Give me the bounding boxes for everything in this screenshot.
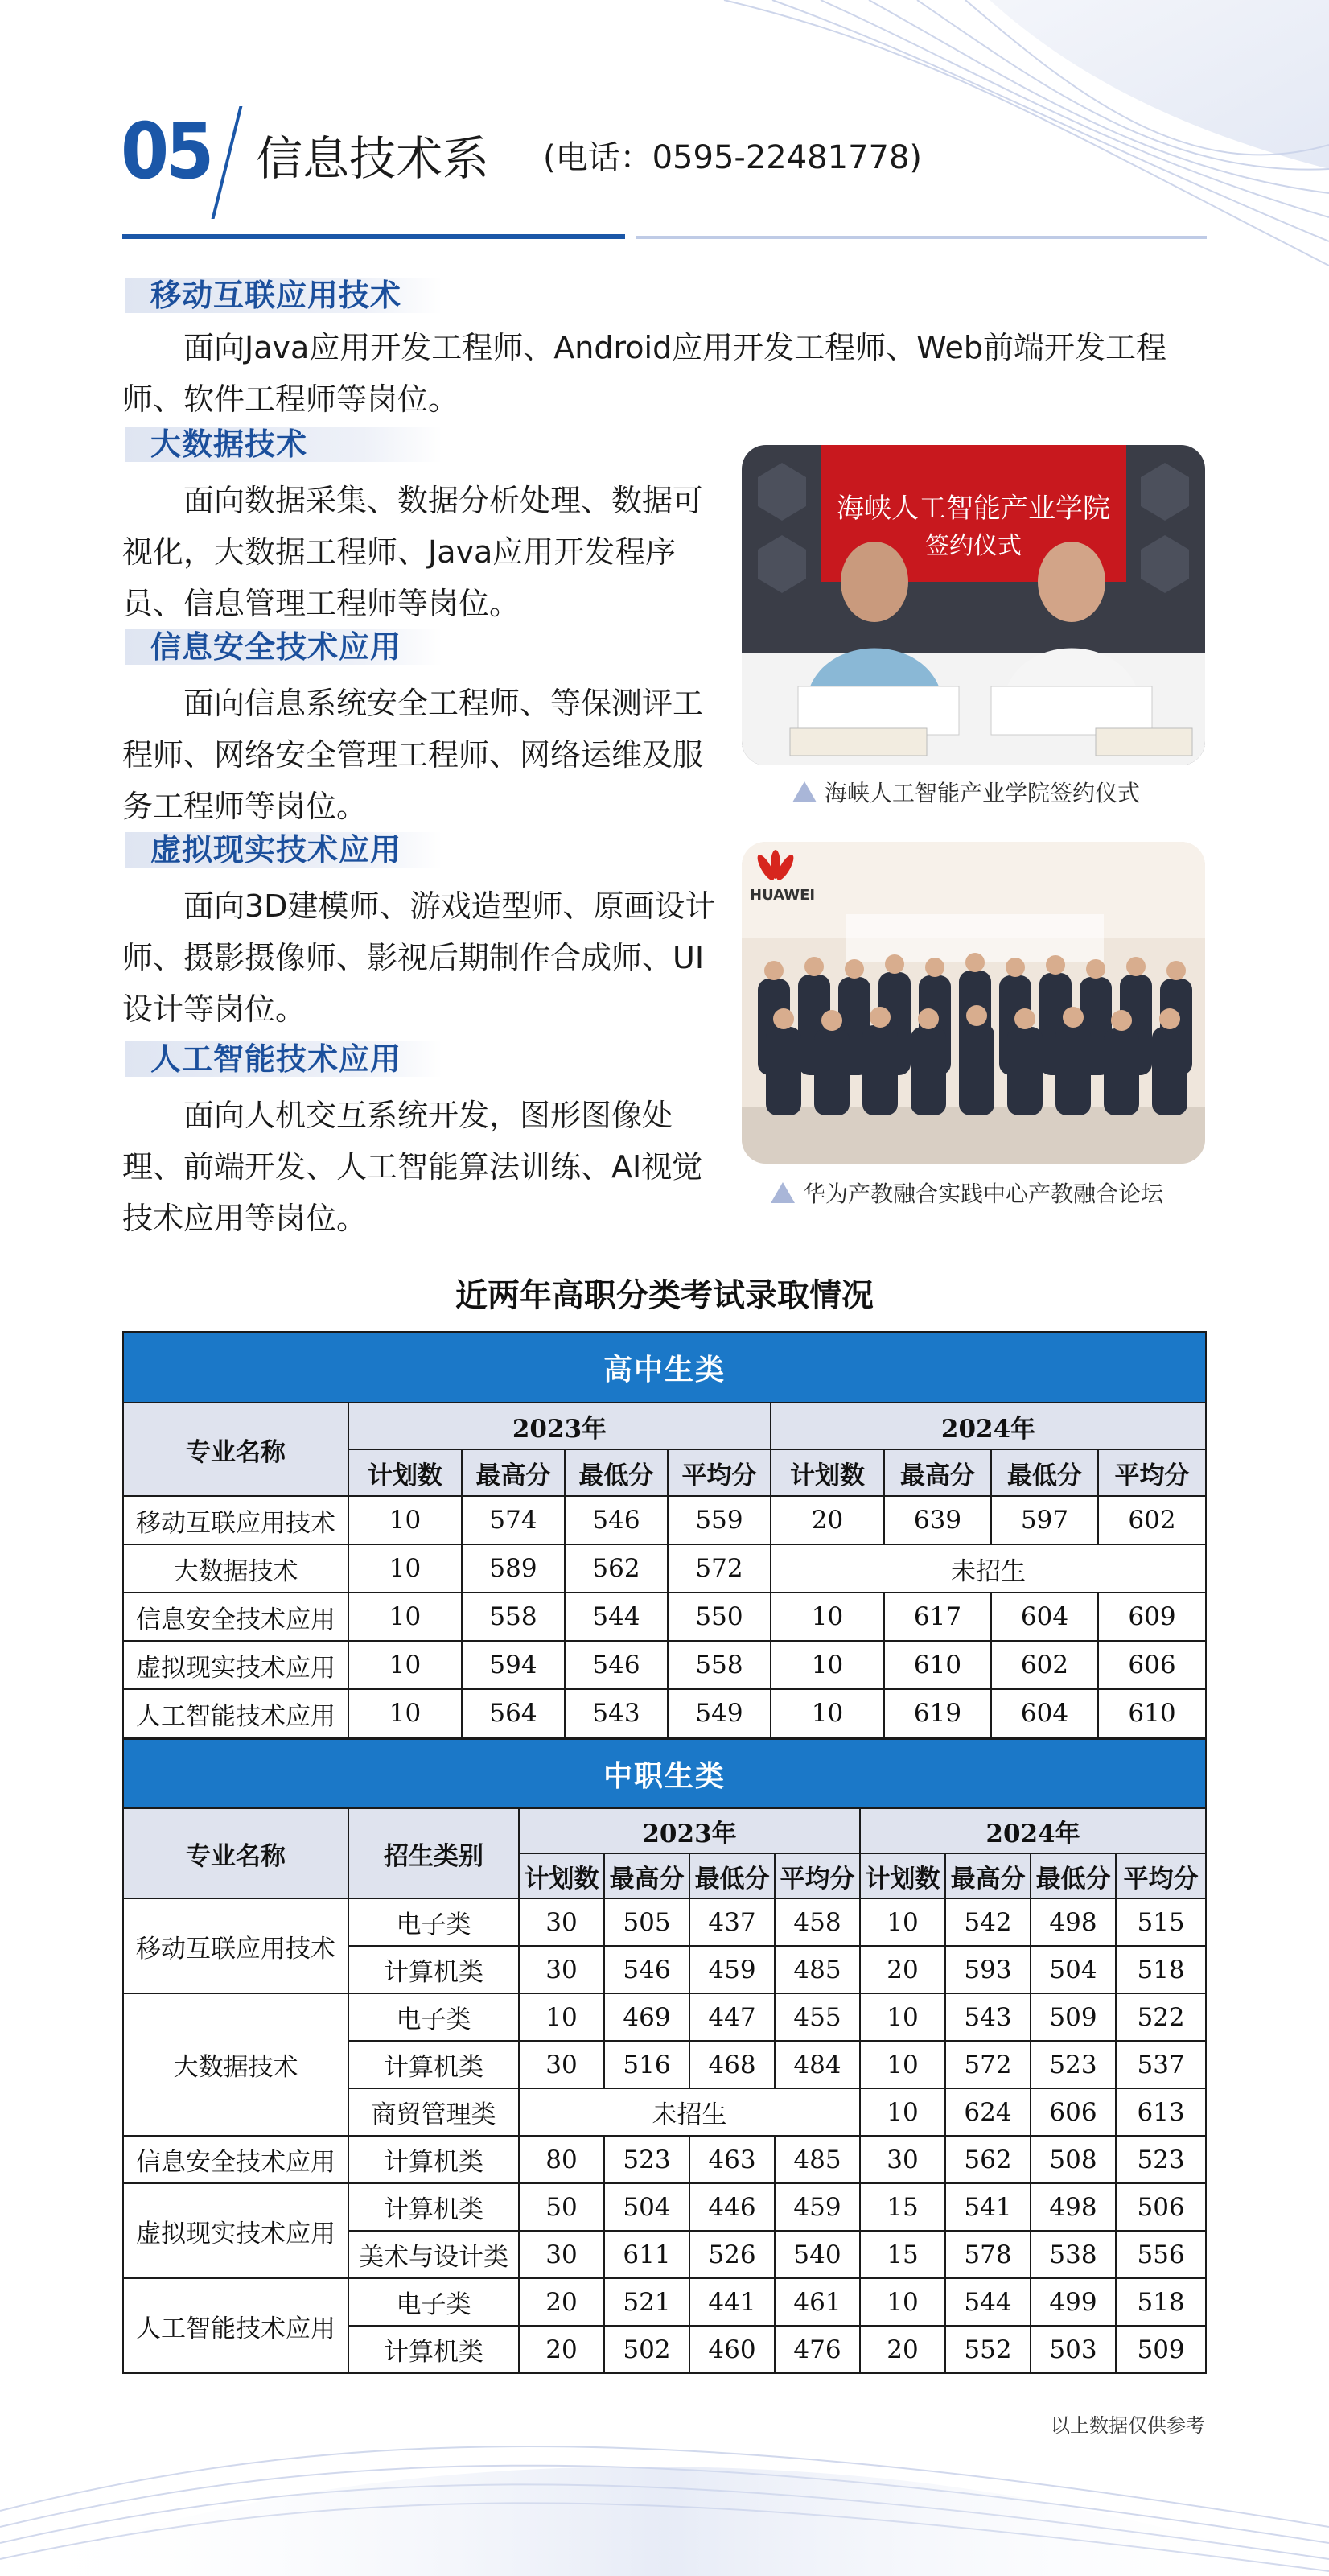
major-description: 面向3D建模师、游戏造型师、原画设计师、摄影摄像师、影视后期制作合成师、UI设计等岗位。 bbox=[122, 888, 716, 1027]
table-band-header: 高中生类 bbox=[123, 1332, 1206, 1403]
cell-value: 447 bbox=[689, 1993, 775, 2041]
cell-value: 10 bbox=[348, 1641, 462, 1689]
cell-value: 458 bbox=[775, 1898, 860, 1946]
cell-value: 540 bbox=[775, 2231, 860, 2278]
cell-value: 15 bbox=[860, 2183, 945, 2231]
cell-value: 20 bbox=[519, 2278, 604, 2326]
cell-category: 计算机类 bbox=[348, 1946, 519, 1993]
cell-value: 611 bbox=[604, 2231, 689, 2278]
major-heading: 人工智能技术应用 bbox=[125, 1041, 442, 1077]
cell-major: 大数据技术 bbox=[123, 1993, 348, 2136]
cell-value: 538 bbox=[1031, 2231, 1116, 2278]
cell-value: 572 bbox=[668, 1544, 771, 1593]
col-header-avg: 平均分 bbox=[668, 1449, 771, 1496]
cell-value: 10 bbox=[771, 1641, 884, 1689]
col-header-avg: 平均分 bbox=[1098, 1449, 1206, 1496]
cell-value: 522 bbox=[1116, 1993, 1206, 2041]
cell-value: 20 bbox=[519, 2326, 604, 2373]
cell-value: 562 bbox=[945, 2136, 1031, 2183]
cell-value: 20 bbox=[771, 1496, 884, 1544]
cell-value: 10 bbox=[860, 2278, 945, 2326]
cell-value: 499 bbox=[1031, 2278, 1116, 2326]
cell-value: 546 bbox=[604, 1946, 689, 1993]
cell-value: 469 bbox=[604, 1993, 689, 2041]
cell-value: 498 bbox=[1031, 1898, 1116, 1946]
col-header-plan: 计划数 bbox=[860, 1853, 945, 1898]
major-description: 面向人机交互系统开发，图形图像处理、前端开发、人工智能算法训练、AI视觉技术应用等岗位。 bbox=[122, 1098, 703, 1236]
cell-value: 518 bbox=[1116, 2278, 1206, 2326]
cell-value: 541 bbox=[945, 2183, 1031, 2231]
cell-value: 624 bbox=[945, 2088, 1031, 2136]
major-heading: 虚拟现实技术应用 bbox=[125, 832, 442, 868]
cell-value: 10 bbox=[860, 2041, 945, 2088]
cell-category: 商贸管理类 bbox=[348, 2088, 519, 2136]
cell-value: 10 bbox=[860, 1993, 945, 2041]
col-header-min: 最低分 bbox=[991, 1449, 1098, 1496]
cell-value: 509 bbox=[1116, 2326, 1206, 2373]
cell-value: 617 bbox=[884, 1593, 991, 1641]
cell-value: 506 bbox=[1116, 2183, 1206, 2231]
cell-value: 606 bbox=[1031, 2088, 1116, 2136]
table-row bbox=[123, 1496, 1206, 1544]
col-header-year: 2024年 bbox=[860, 1808, 1206, 1853]
cell-value: 455 bbox=[775, 1993, 860, 2041]
cell-value: 30 bbox=[519, 2231, 604, 2278]
cell-value: 606 bbox=[1098, 1641, 1206, 1689]
triangle-icon bbox=[792, 781, 817, 802]
table-row bbox=[123, 2278, 1206, 2326]
cell-value: 461 bbox=[775, 2278, 860, 2326]
col-header-max: 最高分 bbox=[945, 1853, 1031, 1898]
section-number: 05 bbox=[121, 106, 212, 196]
cell-value: 10 bbox=[348, 1593, 462, 1641]
cell-value: 502 bbox=[604, 2326, 689, 2373]
cell-value: 559 bbox=[668, 1496, 771, 1544]
cell-value: 50 bbox=[519, 2183, 604, 2231]
cell-not-enrolled: 未招生 bbox=[771, 1544, 1206, 1593]
header-rule-light bbox=[636, 236, 1207, 239]
cell-value: 498 bbox=[1031, 2183, 1116, 2231]
col-header-avg: 平均分 bbox=[1116, 1853, 1206, 1898]
col-header-major: 专业名称 bbox=[123, 1403, 348, 1496]
cell-value: 597 bbox=[991, 1496, 1098, 1544]
data-footnote: 以上数据仅供参考 bbox=[1051, 2414, 1205, 2437]
cell-value: 526 bbox=[689, 2231, 775, 2278]
cell-value: 639 bbox=[884, 1496, 991, 1544]
cell-value: 30 bbox=[519, 1898, 604, 1946]
cell-value: 30 bbox=[519, 1946, 604, 1993]
cell-major: 信息安全技术应用 bbox=[123, 1593, 348, 1641]
table-row bbox=[123, 2136, 1206, 2183]
cell-value: 523 bbox=[1116, 2136, 1206, 2183]
cell-category: 计算机类 bbox=[348, 2183, 519, 2231]
cell-value: 508 bbox=[1031, 2136, 1116, 2183]
major-description: 面向数据采集、数据分析处理、数据可视化，大数据工程师、Java应用开发程序员、信息管理工程师等岗位。 bbox=[122, 483, 704, 621]
cell-value: 523 bbox=[604, 2136, 689, 2183]
cell-value: 537 bbox=[1116, 2041, 1206, 2088]
triangle-icon bbox=[771, 1182, 795, 1203]
cell-value: 504 bbox=[1031, 1946, 1116, 1993]
cell-value: 562 bbox=[565, 1544, 668, 1593]
col-header-year: 2023年 bbox=[348, 1403, 771, 1449]
cell-value: 459 bbox=[689, 1946, 775, 1993]
table-row bbox=[123, 1993, 1206, 2041]
cell-category: 电子类 bbox=[348, 1993, 519, 2041]
cell-value: 604 bbox=[991, 1593, 1098, 1641]
cell-major: 人工智能技术应用 bbox=[123, 2278, 348, 2373]
high-school-admission-table bbox=[122, 1331, 1207, 1738]
col-header-plan: 计划数 bbox=[519, 1853, 604, 1898]
cell-value: 516 bbox=[604, 2041, 689, 2088]
cell-value: 518 bbox=[1116, 1946, 1206, 1993]
col-header-max: 最高分 bbox=[604, 1853, 689, 1898]
table-row bbox=[123, 1544, 1206, 1593]
cell-value: 546 bbox=[565, 1641, 668, 1689]
col-header-avg: 平均分 bbox=[775, 1853, 860, 1898]
major-heading: 移动互联应用技术 bbox=[125, 278, 442, 313]
cell-value: 30 bbox=[519, 2041, 604, 2088]
cell-category: 计算机类 bbox=[348, 2136, 519, 2183]
cell-value: 468 bbox=[689, 2041, 775, 2088]
cell-value: 523 bbox=[1031, 2041, 1116, 2088]
cell-value: 549 bbox=[668, 1689, 771, 1737]
table-band-header: 中职生类 bbox=[123, 1739, 1206, 1808]
cell-value: 604 bbox=[991, 1689, 1098, 1737]
cell-category: 电子类 bbox=[348, 2278, 519, 2326]
cell-value: 484 bbox=[775, 2041, 860, 2088]
cell-major: 虚拟现实技术应用 bbox=[123, 1641, 348, 1689]
cell-value: 10 bbox=[860, 1898, 945, 1946]
cell-value: 552 bbox=[945, 2326, 1031, 2373]
cell-value: 15 bbox=[860, 2231, 945, 2278]
col-header-year: 2024年 bbox=[771, 1403, 1206, 1449]
cell-value: 10 bbox=[519, 1993, 604, 2041]
cell-major: 移动互联应用技术 bbox=[123, 1898, 348, 1993]
cell-value: 509 bbox=[1031, 1993, 1116, 2041]
cell-value: 550 bbox=[668, 1593, 771, 1641]
table-row bbox=[123, 1641, 1206, 1689]
cell-category: 计算机类 bbox=[348, 2041, 519, 2088]
col-header-min: 最低分 bbox=[565, 1449, 668, 1496]
cell-value: 521 bbox=[604, 2278, 689, 2326]
photo-caption: 海峡人工智能产业学院签约仪式 bbox=[792, 777, 1140, 810]
cell-value: 593 bbox=[945, 1946, 1031, 1993]
huawei-logo-text: HUAWEI bbox=[750, 887, 816, 904]
col-header-year: 2023年 bbox=[519, 1808, 860, 1853]
col-header-max: 最高分 bbox=[462, 1449, 565, 1496]
cell-value: 485 bbox=[775, 2136, 860, 2183]
cell-major: 移动互联应用技术 bbox=[123, 1496, 348, 1544]
cell-major: 人工智能技术应用 bbox=[123, 1689, 348, 1737]
major-description: 面向信息系统安全工程师、等保测评工程师、网络安全管理工程师、网络运维及服务工程师等岗位。 bbox=[122, 686, 704, 824]
cell-value: 609 bbox=[1098, 1593, 1206, 1641]
cell-major: 信息安全技术应用 bbox=[123, 2136, 348, 2183]
cell-value: 463 bbox=[689, 2136, 775, 2183]
signing-ceremony-photo bbox=[742, 445, 1205, 765]
col-header-min: 最低分 bbox=[689, 1853, 775, 1898]
cell-value: 574 bbox=[462, 1496, 565, 1544]
cell-value: 10 bbox=[771, 1689, 884, 1737]
col-header-plan: 计划数 bbox=[348, 1449, 462, 1496]
col-header-min: 最低分 bbox=[1031, 1853, 1116, 1898]
cell-value: 460 bbox=[689, 2326, 775, 2373]
cell-value: 602 bbox=[1098, 1496, 1206, 1544]
photo-caption: 华为产教融合实践中心产教融合论坛 bbox=[771, 1178, 1163, 1210]
cell-value: 10 bbox=[348, 1496, 462, 1544]
table-row bbox=[123, 1898, 1206, 1946]
cell-value: 619 bbox=[884, 1689, 991, 1737]
cell-value: 476 bbox=[775, 2326, 860, 2373]
cell-value: 441 bbox=[689, 2278, 775, 2326]
ceremony-banner-subtext: 签约仪式 bbox=[925, 532, 1022, 560]
cell-value: 558 bbox=[462, 1593, 565, 1641]
cell-value: 543 bbox=[945, 1993, 1031, 2041]
cell-value: 10 bbox=[771, 1593, 884, 1641]
cell-value: 10 bbox=[860, 2088, 945, 2136]
cell-major: 大数据技术 bbox=[123, 1544, 348, 1593]
cell-value: 610 bbox=[884, 1641, 991, 1689]
cell-value: 30 bbox=[860, 2136, 945, 2183]
cell-major: 虚拟现实技术应用 bbox=[123, 2183, 348, 2278]
cell-value: 459 bbox=[775, 2183, 860, 2231]
major-description: 面向Java应用开发工程师、Android应用开发工程师、Web前端开发工程师、软件工程师等岗位。 bbox=[122, 330, 1167, 417]
cell-value: 20 bbox=[860, 2326, 945, 2373]
department-phone: (电话：0595-22481778) bbox=[543, 139, 923, 176]
cell-value: 556 bbox=[1116, 2231, 1206, 2278]
table-row bbox=[123, 1689, 1206, 1737]
cell-value: 505 bbox=[604, 1898, 689, 1946]
cell-value: 503 bbox=[1031, 2326, 1116, 2373]
cell-value: 437 bbox=[689, 1898, 775, 1946]
cell-value: 20 bbox=[860, 1946, 945, 1993]
cell-value: 564 bbox=[462, 1689, 565, 1737]
department-title: 信息技术系 bbox=[256, 131, 490, 186]
cell-value: 80 bbox=[519, 2136, 604, 2183]
col-header-max: 最高分 bbox=[884, 1449, 991, 1496]
cell-value: 613 bbox=[1116, 2088, 1206, 2136]
cell-value: 543 bbox=[565, 1689, 668, 1737]
cell-value: 515 bbox=[1116, 1898, 1206, 1946]
cell-not-enrolled: 未招生 bbox=[519, 2088, 860, 2136]
cell-value: 594 bbox=[462, 1641, 565, 1689]
cell-value: 10 bbox=[348, 1544, 462, 1593]
cell-value: 578 bbox=[945, 2231, 1031, 2278]
col-header-plan: 计划数 bbox=[771, 1449, 884, 1496]
cell-category: 美术与设计类 bbox=[348, 2231, 519, 2278]
cell-value: 610 bbox=[1098, 1689, 1206, 1737]
cell-category: 计算机类 bbox=[348, 2326, 519, 2373]
vocational-admission-table bbox=[122, 1738, 1207, 2374]
cell-value: 602 bbox=[991, 1641, 1098, 1689]
table-row bbox=[123, 1593, 1206, 1641]
admission-table-title: 近两年高职分类考试录取情况 bbox=[455, 1277, 874, 1314]
cell-value: 546 bbox=[565, 1496, 668, 1544]
major-heading: 大数据技术 bbox=[125, 427, 442, 462]
cell-value: 544 bbox=[945, 2278, 1031, 2326]
cell-value: 544 bbox=[565, 1593, 668, 1641]
cell-value: 504 bbox=[604, 2183, 689, 2231]
cell-value: 572 bbox=[945, 2041, 1031, 2088]
header-rule-dark bbox=[122, 234, 625, 239]
huawei-forum-photo bbox=[742, 842, 1205, 1164]
ceremony-banner-text: 海峡人工智能产业学院 bbox=[837, 493, 1110, 525]
cell-value: 446 bbox=[689, 2183, 775, 2231]
cell-value: 542 bbox=[945, 1898, 1031, 1946]
cell-category: 电子类 bbox=[348, 1898, 519, 1946]
col-header-category: 招生类别 bbox=[348, 1808, 519, 1898]
cell-value: 589 bbox=[462, 1544, 565, 1593]
cell-value: 10 bbox=[348, 1689, 462, 1737]
cell-value: 485 bbox=[775, 1946, 860, 1993]
table-row bbox=[123, 2183, 1206, 2231]
major-heading: 信息安全技术应用 bbox=[125, 629, 442, 665]
cell-value: 558 bbox=[668, 1641, 771, 1689]
col-header-major: 专业名称 bbox=[123, 1808, 348, 1898]
